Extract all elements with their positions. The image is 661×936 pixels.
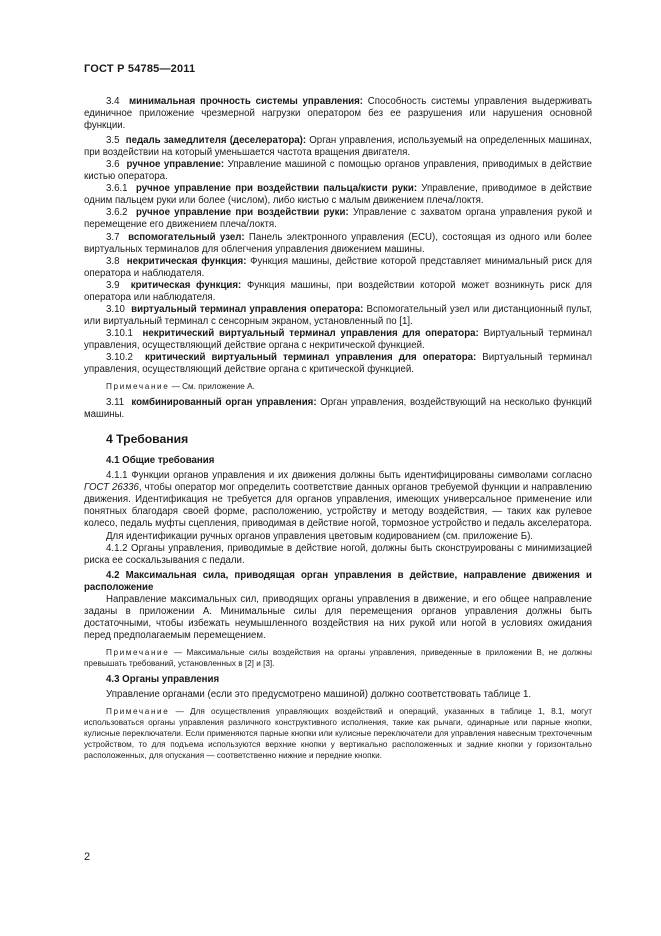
document-header: ГОСТ Р 54785—2011 [84,63,196,75]
para-4-1-1-color: Для идентификации ручных органов управления цветовым кодированием (см. приложение Б). [106,530,533,542]
term-3-9: 3.9 критическая функция: Функция машины, при воздействии которой может возникнуть риск для оператора или наблюдателя. [84,279,592,303]
page-number: 2 [84,851,91,863]
document-body [84,96,592,761]
section-4-title: 4 Требования [106,432,189,447]
term-3-10-2: 3.10.2 критический виртуальный терминал управления для оператора: Виртуальный терминал управления, осуществляющий действие органа с критической функцией. [84,351,592,376]
term-3-8: 3.8 некритическая функция: Функция машины, действие которой представляет минимальный риск для оператора и наблюдателя. [84,255,592,279]
term-3-4: 3.4 минимальная прочность системы управления: Способность системы управления выдерживать единичное приложение чрезмерной нагрузки оператором без ее разрушения или нарушения основной функции. [84,96,592,132]
section-4-3-title: 4.3 Органы управления [106,673,220,685]
note-annex-a: Примечание — См. приложение А. [106,382,255,392]
section-4-1-title: 4.1 Общие требования [106,455,215,467]
term-3-5: 3.5 педаль замедлителя (деселератора): Орган управления, используемый на определенных машинах, при воздействии на который уменьшается частота вращения двигателя. [84,135,592,159]
term-3-10-1: 3.10.1 некритический виртуальный терминал управления для оператора: Виртуальный терминал управления, осуществляющий действие органа с некритической функцией. [84,327,592,351]
term-3-10: 3.10 виртуальный терминал управления оператора: Вспомогательный узел или дистанционный пульт, или виртуальный терминал с сенсорным экраном, установленный по [1]. [84,303,592,327]
note-4-2: Примечание — Максимальные силы воздействия на органы управления, приведенные в приложении В, не должны превышать требований, установленных в [2] и [3]. [84,647,592,668]
term-3-6: 3.6 ручное управление: Управление машиной с помощью органов управления, приводимых в действие кистью оператора. [84,159,592,183]
para-4-3: Управление органами (если это предусмотрено машиной) должно соответствовать таблице 1. [106,688,532,700]
para-4-1-1: 4.1.1 Функции органов управления и их движения должны быть идентифицированы символами согласно ГОСТ 26336, чтобы оператор мог определить соответствие данных органов требуемой функции и направлению движения. Идентификация не требуется для органов управления, имеющих универсальное применение или понятных благодаря своей форме, расположению, устройству и методу воздействия, — таких как рулевое колесо, педаль муфты сцепления, приводимая в действие ногой, тормозное устройство и педаль акселератора. [84,470,592,530]
term-3-7: 3.7 вспомогательный узел: Панель электронного управления (ECU), состоящая из одного или более виртуальных терминалов для облегчения управления движением машины. [84,231,592,255]
term-3-6-2: 3.6.2 ручное управление при воздействии руки: Управление с захватом органа управления рукой и перемещение его движением плеча/локтя. [84,207,592,231]
note-4-3: Примечание — Для осуществления управляющих воздействий и операций, указанных в таблице 1, 8.1, могут использоваться органы управления различного конструктивного исполнения, такие как рычаги, одинарные или парные кнопки, кулисные переключатели. Если применяются парные кнопки или кулисные переключатели для управления навесным трехточечным устройством, то для подъема используются верхние кнопки у вертикально расположенных и задние кнопки у горизонтально расположенных, для опускания — соответственно нижние и передние кнопки. [84,707,592,761]
section-4-2-title: 4.2 Максимальная сила, приводящая орган управления в действие, направление движения и расположение [84,569,592,593]
term-3-6-1: 3.6.1 ручное управление при воздействии пальца/кисти руки: Управление, приводимое в действие одним пальцем руки или более (числом), либо кистью с малым движением плеча/локтя. [84,183,592,207]
para-4-1-2: 4.1.2 Органы управления, приводимые в действие ногой, должны быть сконструированы с минимизацией риска ее соскальзывания с педали. [84,542,592,566]
para-4-2: Направление максимальных сил, приводящих органы управления в движение, и его общее направление заданы в приложении А. Минимальные силы для перемещения органов управления должны быть достаточными, чтобы избежать неумышленного воздействия на них рукой или ногой в условиях ожидания перед предполагаемым перемещением. [84,593,592,641]
gost-reference: ГОСТ 26336 [84,482,139,494]
term-3-11: 3.11 комбинированный орган управления: Орган управления, воздействующий на несколько функций машины. [84,397,592,421]
